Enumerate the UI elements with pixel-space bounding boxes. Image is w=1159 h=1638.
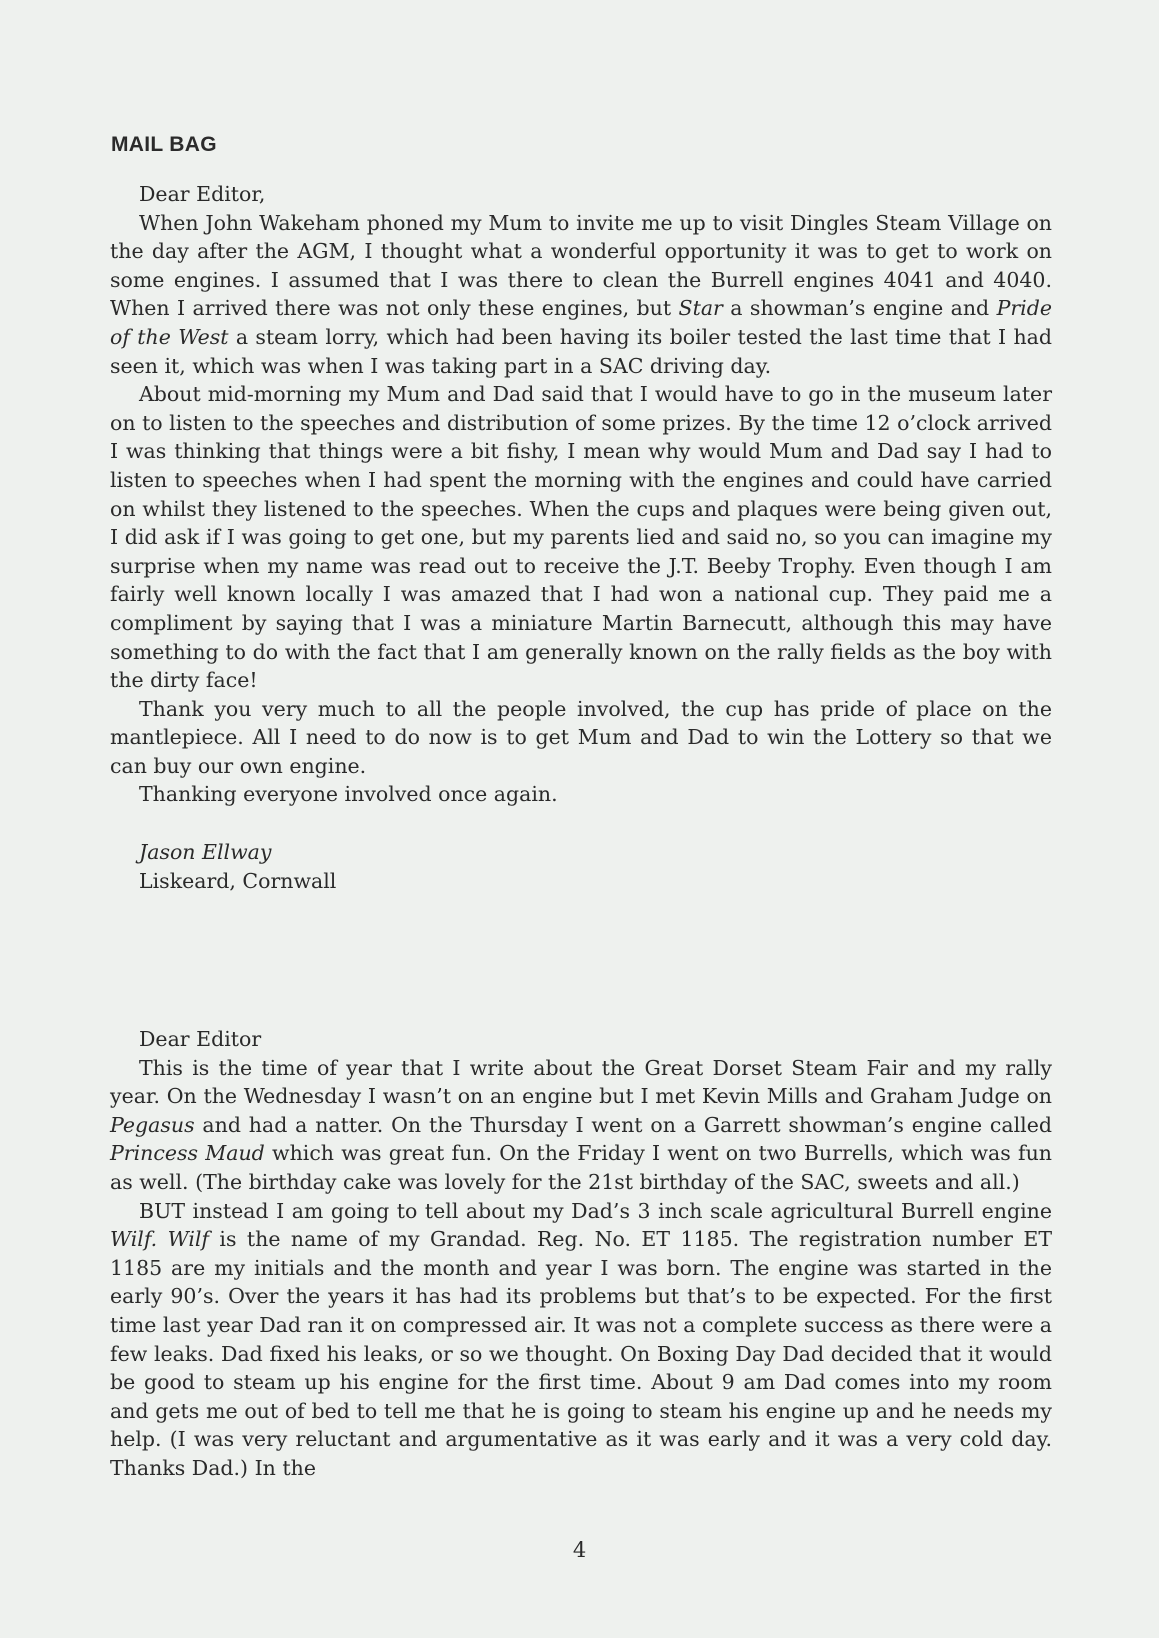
- paragraph: When John Wakeham phoned my Mum to invite me up to visit Dingles Steam Village on the day after the AGM, I thought what a wonderful opportunity it was to get to work on some engines. I assumed that I was there to clean the Burrell engines 4041 and 4040. When I arrived there was not only these engines, but Star a showman’s engine and Pride of the West a steam lorry, which had been having its boiler tested the last time that I had seen it, which was when I was taking part in a SAC driving day.: [110, 210, 1052, 378]
- paragraph: About mid-morning my Mum and Dad said that I would have to go in the museum later on to listen to the speeches and distribution of some prizes. By the time 12 o’clock arrived I was thinking that things were a bit fishy, I mean why would Mum and Dad say I had to listen to speeches when I had spent the morning with the engines and could have carried on whilst they listened to the speeches. When the cups and plaques were being given out, I did ask if I was going to get one, but my parents lied and said no, so you can imagine my surprise when my name was read out to receive the J.T. Beeby Trophy. Even though I am fairly well known locally I was amazed that I had won a national cup. They paid me a compliment by saying that I was a miniature Martin Barnecutt, although this may have something to do with the fact that I am generally known on the rally fields as the boy with the dirty face!: [110, 382, 1052, 693]
- engine-name: Pride of the West: [110, 296, 1052, 349]
- page-number: 4: [572, 1538, 587, 1562]
- salutation: Dear Editor,: [139, 182, 266, 206]
- paragraph: BUT instead I am going to tell about my Dad’s 3 inch scale agricultural Burrell engine Wilf. Wilf is the name of my Grandad. Reg. No. ET 1185. The registration number ET 1185 are my initials and the month and year I was born. The engine was started in the early 90’s. Over the years it has had its problems but that’s to be expected. For the first time last year Dad ran it on compressed air. It was not a complete success as there were a few leaks. Dad fixed his leaks, or so we thought. On Boxing Day Dad decided that it would be good to steam up his engine for the first time. About 9 am Dad comes into my room and gets me out of bed to tell me that he is going to steam his engine up and he needs my help. (I was very reluctant and argumentative as it was early and it was a very cold day. Thanks Dad.) In the: [110, 1198, 1052, 1480]
- paragraph: Thank you very much to all the people involved, the cup has pride of place on the mantlepiece. All I need to do now is to get Mum and Dad to win the Lottery so that we can buy our own engine.: [110, 696, 1052, 778]
- letter-second: [110, 1025, 1052, 1483]
- engine-name: Pegasus: [110, 1112, 195, 1137]
- letter-jason-ellway: [110, 180, 1052, 895]
- paragraph: Thanking everyone involved once again.: [139, 782, 558, 807]
- engine-name: Princess Maud: [110, 1141, 265, 1166]
- engine-name: Wilf.: [110, 1227, 158, 1252]
- engine-name: Wilf: [167, 1227, 210, 1252]
- paragraph: This is the time of year that I write about the Great Dorset Steam Fair and my rally year. On the Wednesday I wasn’t on an engine but I met Kevin Mills and Graham Judge on Pegasus and had a natter. On the Thursday I went on a Garrett showman’s engine called Princess Maud which was great fun. On the Friday I went on two Burrells, which was fun as well. (The birthday cake was lovely for the 21st birthday of the SAC, sweets and all.): [110, 1055, 1052, 1194]
- salutation: Dear Editor: [139, 1027, 262, 1051]
- engine-name: Star: [678, 296, 723, 321]
- section-heading: MAIL BAG: [111, 133, 217, 156]
- signature-location: Liskeard, Cornwall: [139, 868, 337, 893]
- signature-name: Jason Ellway: [139, 840, 272, 865]
